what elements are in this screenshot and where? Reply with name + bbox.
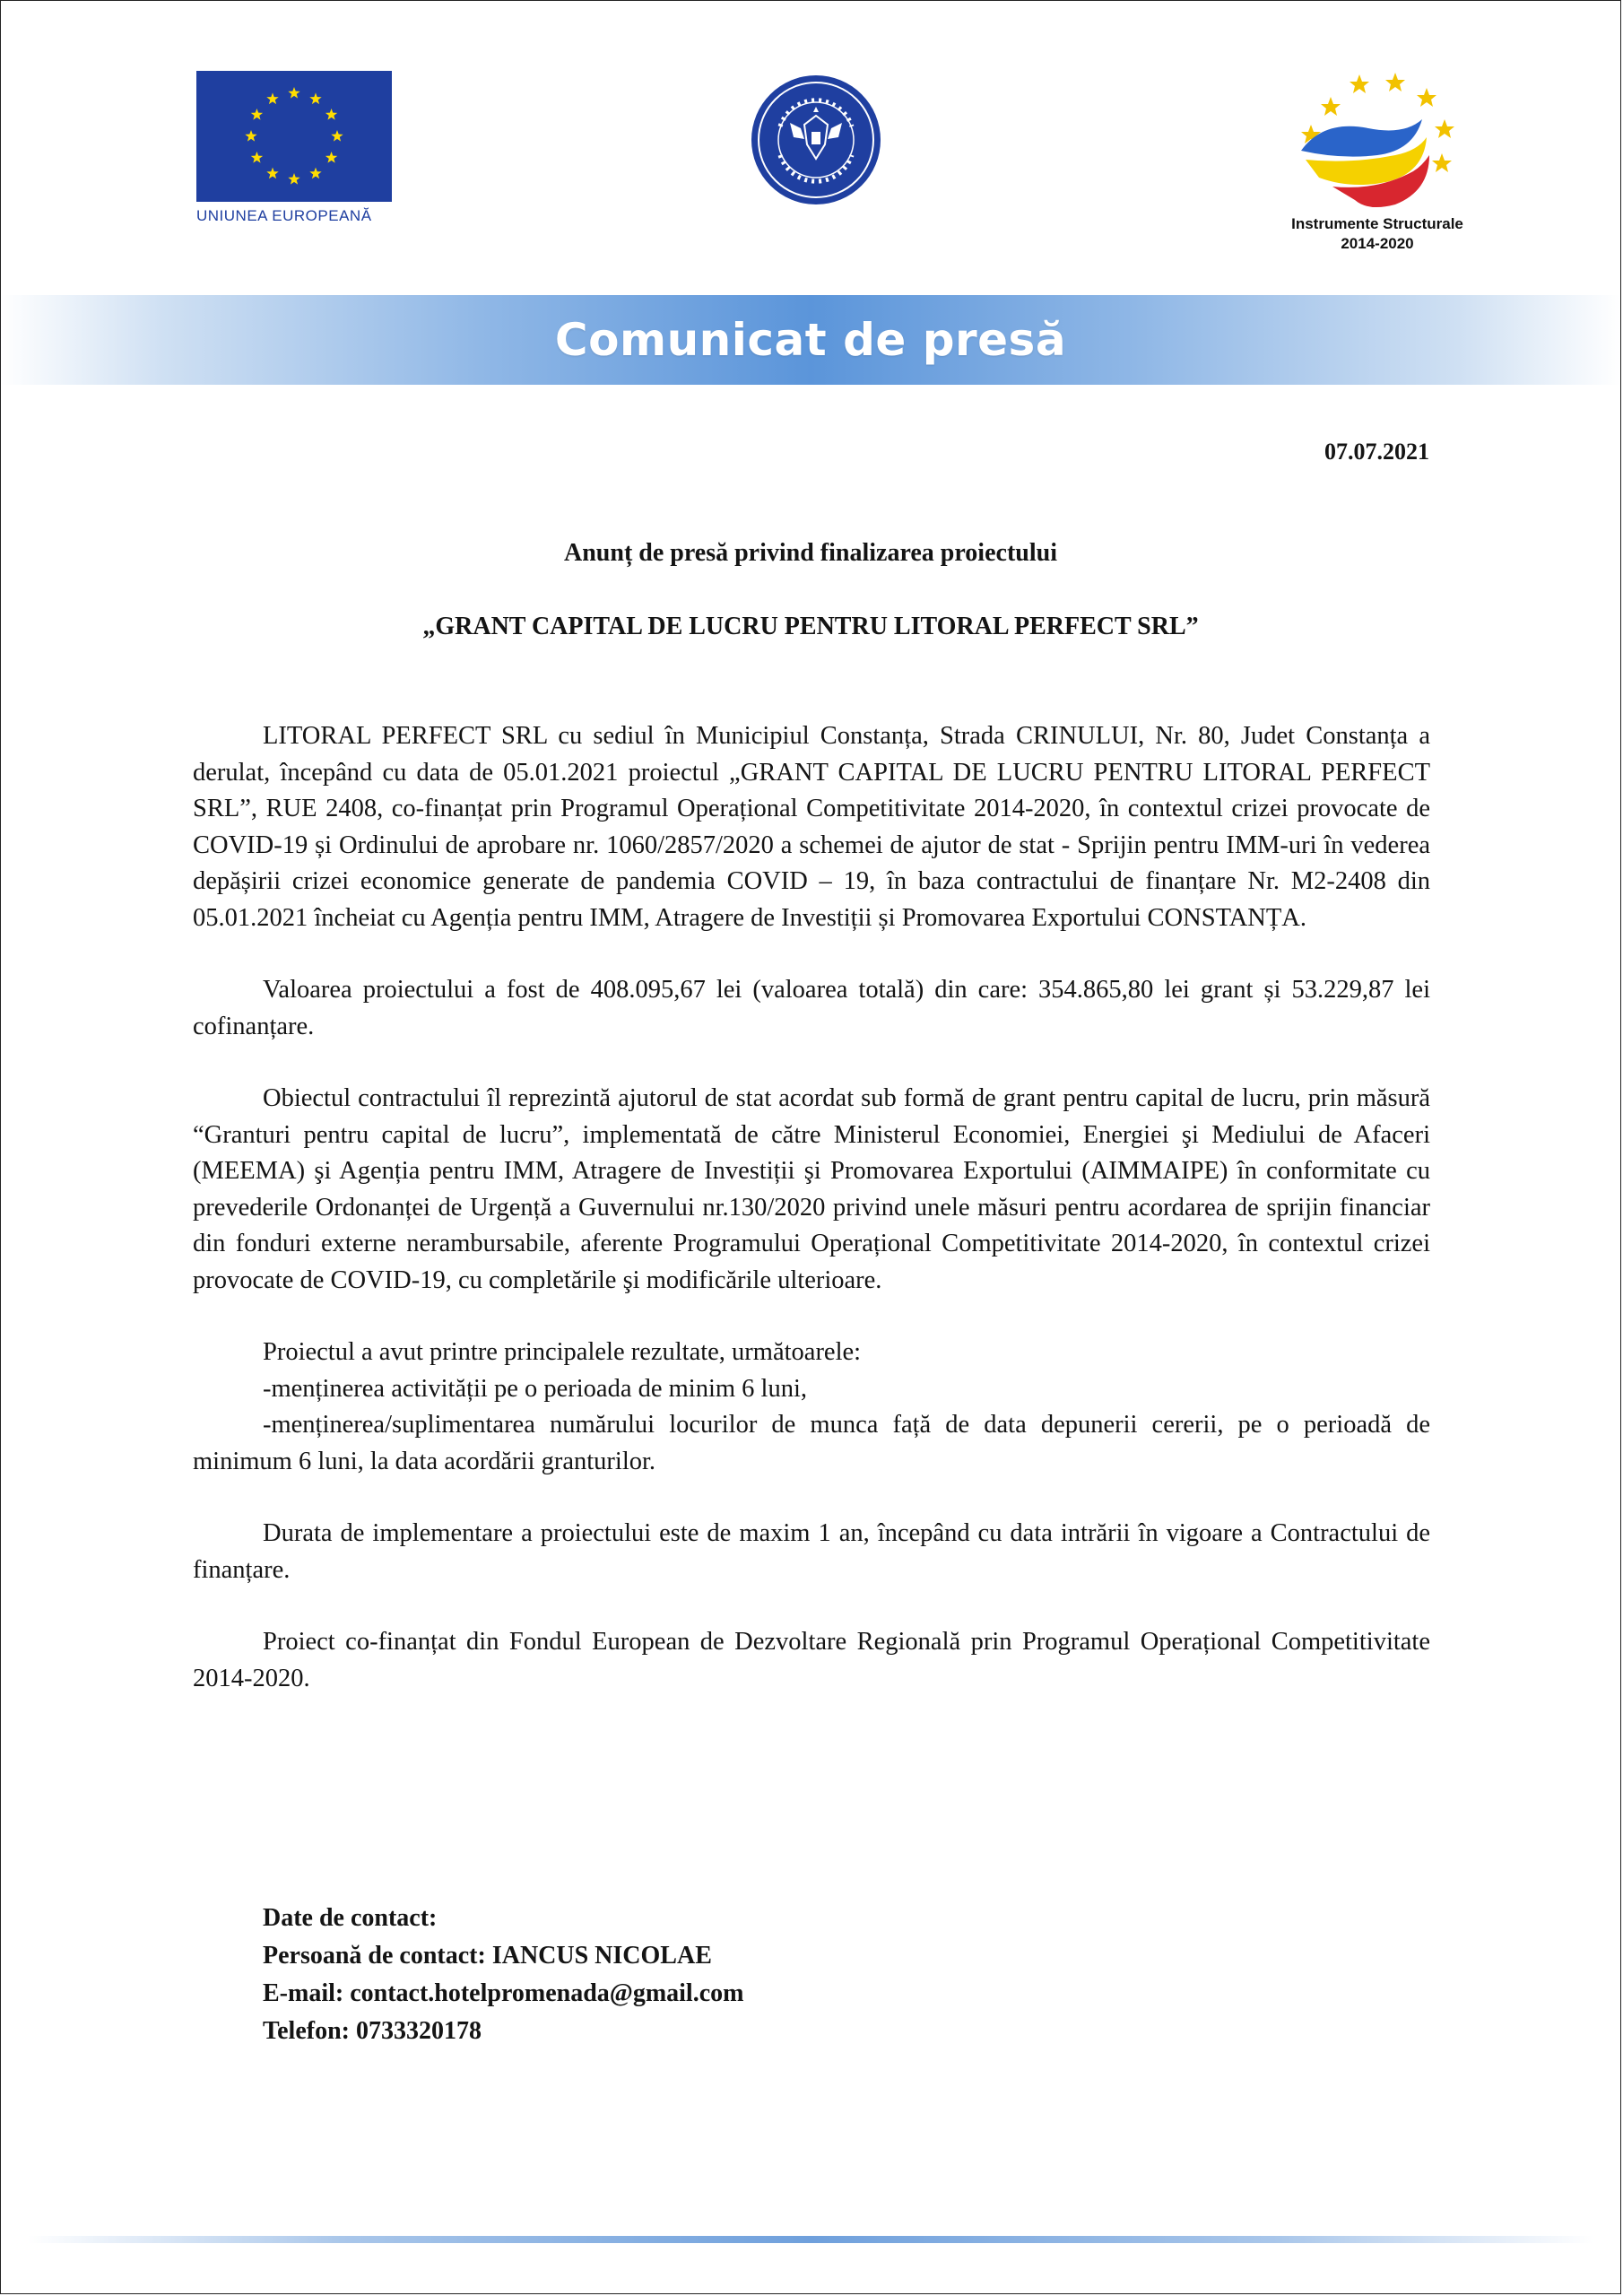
press-release-banner	[1, 295, 1620, 385]
paragraph-results-intro: Proiectul a avut printre principalele rezultate, următoarele:	[263, 1338, 862, 1366]
contact-block	[263, 1900, 743, 2050]
document-date: 07.07.2021	[1324, 439, 1429, 465]
structural-instruments-caption	[1270, 214, 1485, 254]
contact-phone: Telefon: 0733320178	[263, 2017, 482, 2045]
paragraph-result-1: -menținerea activității pe o perioada de minim 6 luni,	[263, 1374, 808, 1403]
project-title: „GRANT CAPITAL DE LUCRU PENTRU LITORAL PERFECT SRL”	[422, 613, 1199, 640]
eu-caption: UNIUNEA EUROPEANĂ	[196, 207, 372, 224]
contact-person: Persoană de contact: IANCUS NICOLAE	[263, 1942, 712, 1970]
government-seal-icon	[749, 73, 883, 207]
document-heading: Anunț de presă privind finalizarea proiectului	[564, 539, 1057, 567]
paragraph-project-value: Valoarea proiectului a fost de 408.095,67 lei (valoarea totală) din care: 354.865,80 lei grant și 53.229,87 lei cofinanțare.	[193, 976, 1430, 1040]
paragraph-company-intro: LITORAL PERFECT SRL cu sediul în Municipiul Constanța, Strada CRINULUI, Nr. 80, Judet Constanța a derulat, începând cu data de 05.01.2021 proiectul „GRANT CAPITAL DE LUCRU PENTRU LITORAL PERFECT SRL”, RUE 2408, co-finanțat prin Programul Operațional Competitivitate 2014-2020, în contextul crizei provocate de COVID-19 și Ordinului de aprobare nr. 1060/2857/2020 a schemei de ajutor de stat - Sprijin pentru IMM-uri în vederea depășirii crizei economice generate de pandemia COVID – 19, în baza contractului de finanțare Nr. M2-2408 din 05.01.2021 încheiat cu Agenția pentru IMM, Atragere de Investiții și Promovarea Exportului CONSTANȚA.	[193, 722, 1430, 932]
contact-email: E-mail: contact.hotelpromenada@gmail.com	[263, 1979, 744, 2007]
eu-logo	[196, 71, 394, 225]
paragraph-result-2: -menținerea/suplimentarea numărului locurilor de munca față de data depunerii cererii, pe o perioadă de minimum 6 luni, la data acordării granturilor.	[193, 1411, 1430, 1475]
contact-heading: Date de contact:	[263, 1904, 438, 1932]
structural-instruments-caption-line2: 2014-2020	[1341, 235, 1414, 252]
banner-title: Comunicat de presă	[554, 314, 1067, 366]
footer-divider	[28, 2236, 1593, 2243]
document-body	[193, 718, 1430, 1733]
paragraph-cofinancing: Proiect co-finanțat din Fondul European de Dezvoltare Regională prin Programul Operațional Competitivitate 2014-2020.	[193, 1628, 1430, 1692]
paragraph-contract-object: Obiectul contractului îl reprezintă ajutorul de stat acordat sub formă de grant pentru capital de lucru, prin măsură “Granturi pentru capital de lucru”, implementată de către Ministerul Economiei, Energiei şi Mediului de Afaceri (MEEMA) şi Agenția pentru IMM, Atragere de Investiții şi Promovarea Exportului (AIMMAIPE) în conformitate cu prevederile Ordonanței de Urgență a Guvernului nr.130/2020 privind unele măsuri pentru acordarea de sprijin financiar din fonduri externe nerambursabile, aferente Programului Operațional Competitivitate 2014-2020, în contextul crizei provocate de COVID-19, cu completările şi modificările ulterioare.	[193, 1084, 1430, 1294]
eu-flag-icon	[196, 71, 392, 202]
structural-instruments-caption-line1: Instrumente Structurale	[1291, 215, 1463, 232]
paragraph-duration: Durata de implementare a proiectului este de maxim 1 an, începând cu data intrării în vigoare a Contractului de finanțare.	[193, 1519, 1430, 1584]
